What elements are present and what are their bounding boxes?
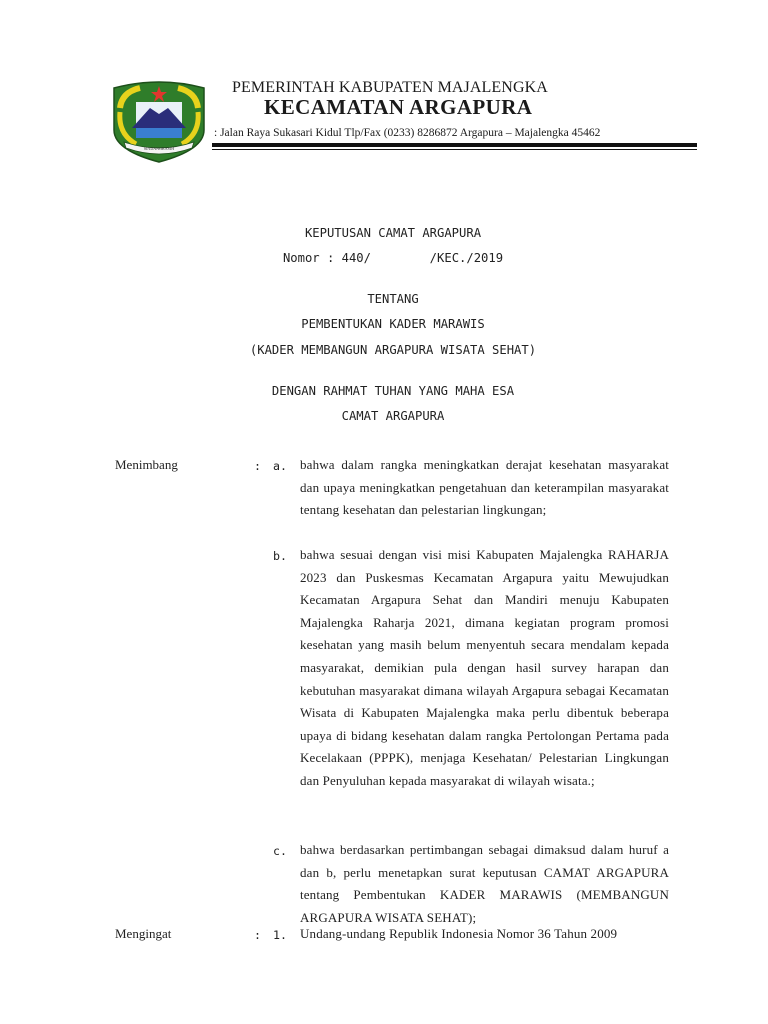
item-mark-a: a. [273, 459, 287, 473]
consideration-paragraph-c: bahwa berdasarkan pertimbangan sebagai dimaksud dalam huruf a dan b, perlu menetapkan surat keputusan CAMAT ARGAPURA tentang Pembentukan KADER MARAWIS (MEMBANGUN ARGAPURA WISATA SEHAT); [300, 842, 669, 925]
item-mark-1: 1. [273, 928, 287, 942]
consideration-paragraph-b: bahwa sesuai dengan visi misi Kabupaten Majalengka RAHARJA 2023 dan Puskesmas Kecamatan Argapura yaitu Mewujudkan Kecamatan Argapura Sehat dan Mandiri menuju Kabupaten Majalengka Raharja 2021, dimana kegiatan program promosi kesehatan yang masih belum menyentuh secara mendalam kepada masyarakat, demikian pula dengan hasil survey harapan dan kebutuhan masyarakat dimana wilayah Argapura sebagai Kecamatan Wisata di Kabupaten Majalengka maka perlu dibentuk beberapa upaya di bidang kesehatan dalam rangka Pertolongan Pertama pada Kecelakaan (PPPK), menjaga Kesehatan/ Pelestarian Lingkungan dan Penyuluhan kepada masyarakat di wilayah wisata.; [300, 547, 669, 788]
letterhead-address: : Jalan Raya Sukasari Kidul Tlp/Fax (0233) 8286872 Argapura – Majalengka 45462 [214, 127, 601, 139]
letterhead-rule-thin [212, 149, 697, 150]
item-mark-c: c. [273, 844, 287, 858]
item-mark-b: b. [273, 549, 287, 563]
heading-about: TENTANG [367, 292, 419, 306]
section-label-menimbang: Menimbang [115, 457, 178, 472]
heading-subject-line2: (KADER MEMBANGUN ARGAPURA WISATA SEHAT) [249, 343, 537, 357]
heading-subject-line1: PEMBENTUKAN KADER MARAWIS [301, 317, 485, 331]
legal-basis-paragraph-1: Undang-undang Republik Indonesia Nomor 36 Tahun 2009 [300, 926, 618, 941]
decree-number: Nomor : 440/ /KEC./2019 [282, 251, 504, 265]
section-colon-menimbang: : [254, 459, 261, 473]
section-colon-mengingat: : [254, 928, 261, 942]
consideration-paragraph-a: bahwa dalam rangka meningkatkan derajat kesehatan masyarakat dan upaya meningkatkan pengetahuan dan keterampilan masyarakat tentang kesehatan dan pelestarian lingkungan; [300, 457, 669, 518]
heading-blessing: DENGAN RAHMAT TUHAN YANG MAHA ESA [271, 384, 515, 398]
letterhead-rule-thick [212, 143, 697, 147]
svg-text:SINDANGKASIH: SINDANGKASIH [143, 146, 175, 151]
majalengka-regency-seal-logo [106, 78, 212, 164]
letterhead-government-name: PEMERINTAH KABUPATEN MAJALENGKA [232, 79, 548, 96]
heading-official: CAMAT ARGAPURA [341, 409, 445, 423]
section-label-mengingat: Mengingat [115, 926, 172, 941]
decree-title: KEPUTUSAN CAMAT ARGAPURA [304, 226, 482, 240]
letterhead-district-name: KECAMATAN ARGAPURA [264, 95, 533, 119]
